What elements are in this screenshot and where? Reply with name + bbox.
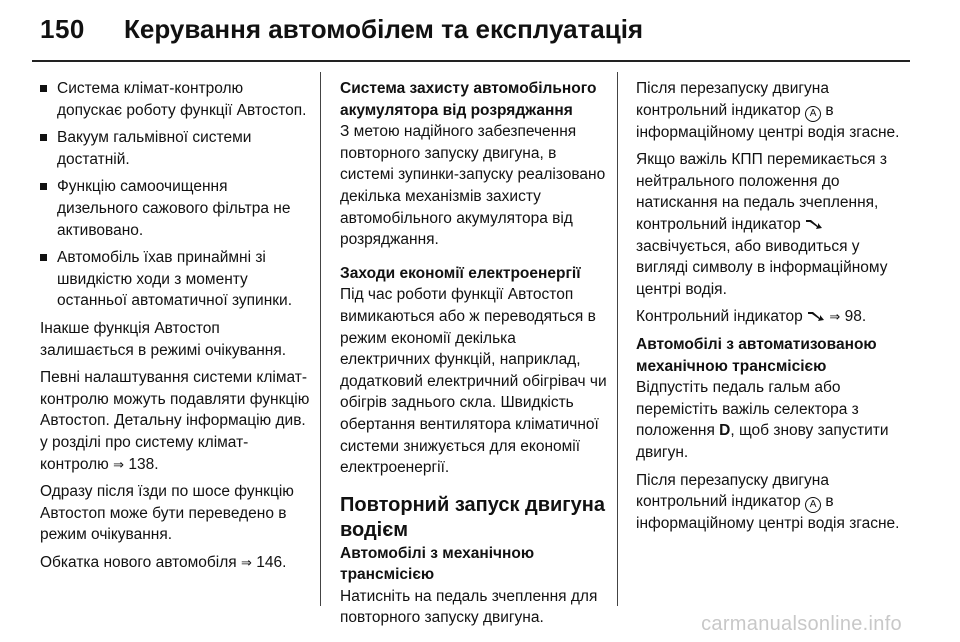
gear-shift-indicator-icon xyxy=(807,310,825,322)
paragraph: З метою надійного забезпечення повторного запуску двигуна, в системі зупинки-запуску реалізовано декілька механізмів захисту автомобільного акумулятора від розряджання. xyxy=(340,123,606,249)
paragraph-text: Після перезапуску двигуна контрольний індикатор xyxy=(636,80,829,119)
paragraph-text: Якщо важіль КПП перемикається з нейтрального положення до натискання на педаль зчеплення, контрольний індикатор xyxy=(636,151,887,233)
bullet-item: Функцію самоочищення дизельного сажового фільтра не активовано. xyxy=(40,176,312,241)
paragraph: Одразу після їзди по шосе функцію Автостоп може бути переведено в режим очікування. xyxy=(40,483,294,544)
bullet-item: Система клімат-контролю допускає роботу функції Автостоп. xyxy=(40,78,312,121)
page-reference-link[interactable]: 98. xyxy=(844,308,867,326)
page-reference-link[interactable]: 138. xyxy=(128,455,159,473)
page-header xyxy=(0,0,960,64)
paragraph xyxy=(636,149,908,300)
paragraph-text: в інформаційному центрі водія згасне. xyxy=(636,493,900,533)
paragraph: Під час роботи функції Автостоп вимикаються або ж переводяться в режим економії декілька електричних функцій, наприклад, додатковий електричний обігрівач чи обігрів заднього скла. Швидкість обертання вентилятора кліматичної системи знижується для економії електроенергії. xyxy=(340,286,607,477)
subsection-heading: Заходи економії електроенергії xyxy=(340,264,581,282)
paragraph xyxy=(636,306,908,328)
gear-position-label: D xyxy=(719,422,731,440)
page-number: 150 xyxy=(40,14,85,44)
paragraph-text: Відпустіть педаль гальм або перемістіть важіль селектора з положення xyxy=(636,379,859,440)
paragraph xyxy=(636,470,908,535)
autostop-indicator-icon: A xyxy=(805,497,821,513)
subsection-heading: Система захисту автомобільного акумулятора від розряджання xyxy=(340,80,597,119)
paragraph: Інакше функція Автостоп залишається в режимі очікування. xyxy=(40,319,287,359)
paragraph-text: , щоб знову запустити двигун. xyxy=(636,422,889,461)
header-divider xyxy=(32,60,910,62)
column-divider-2 xyxy=(617,72,618,606)
watermark: carmanualsonline.info xyxy=(701,613,902,635)
reference-arrow-icon: ⇒ xyxy=(241,554,252,570)
paragraph-text: Після перезапуску двигуна контрольний індикатор xyxy=(636,471,829,511)
paragraph xyxy=(40,367,312,475)
subsection-heading: Автомобілі з механічною трансмісією xyxy=(340,544,535,584)
column-3 xyxy=(636,78,908,541)
gear-shift-indicator-icon xyxy=(805,218,823,230)
section-heading: Повторний запуск двигуна водієм xyxy=(340,493,605,541)
autostop-indicator-icon: A xyxy=(805,106,821,122)
paragraph-text: Певні налаштування системи клімат-контролю можуть подавляти функцію Автостоп. Детальну інформацію див. у розділі про систему клімат-контролю xyxy=(40,369,310,473)
paragraph: Натисніть на педаль зчеплення для повторного запуску двигуна. xyxy=(340,587,598,627)
reference-arrow-icon: ⇒ xyxy=(829,309,841,325)
paragraph-text: Обкатка нового автомобіля xyxy=(40,553,237,571)
paragraph-text: Контрольний індикатор xyxy=(636,308,803,326)
page-reference-link[interactable]: 146. xyxy=(256,553,287,571)
paragraph xyxy=(40,552,312,574)
paragraph-text: в інформаційному центрі водія згасне. xyxy=(636,101,900,141)
page-title: Керування автомобілем та експлуатація xyxy=(124,14,644,44)
column-1 xyxy=(40,78,312,579)
bullet-item: Автомобіль їхав принаймні зі швидкістю ходи з моменту останньої автоматичної зупинки. xyxy=(40,247,312,312)
column-2 xyxy=(340,78,608,635)
subsection-heading: Автомобілі з автоматизованою механічною трансмісією xyxy=(636,335,877,375)
paragraph xyxy=(636,377,908,463)
bullet-item: Вакуум гальмівної системи достатній. xyxy=(40,127,312,170)
paragraph-text: засвічується, або виводиться у вигляді символу в інформаційному центрі водія. xyxy=(636,237,888,298)
reference-arrow-icon: ⇒ xyxy=(113,456,125,472)
column-divider-1 xyxy=(320,72,321,606)
paragraph xyxy=(636,78,908,143)
